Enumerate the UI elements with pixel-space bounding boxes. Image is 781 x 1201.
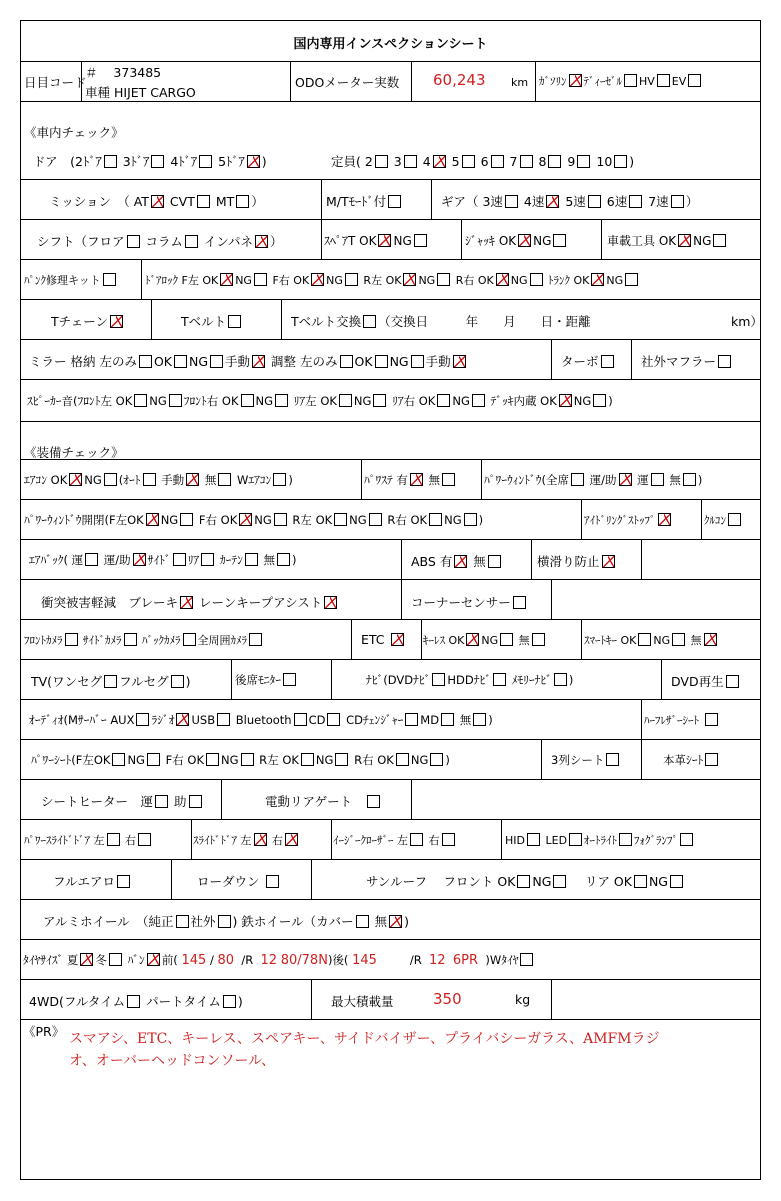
max-load-value: 350 [433, 990, 462, 1008]
seat-heater: シートヒーター 運 助 [41, 792, 204, 810]
pr-text-line1: スマアシ、ETC、キーレス、スペアキー、サイドバイザー、プライバシーガラス、AMFMラジ [69, 1031, 660, 1047]
divider [21, 101, 760, 102]
divider [21, 259, 760, 260]
keyless: ｷｰﾚｽ OK NG 無 [423, 632, 547, 648]
divider [21, 61, 760, 62]
divider [21, 1019, 760, 1020]
divider [21, 619, 760, 620]
odo-label: ODOメーター実数 [295, 75, 400, 90]
odo-unit: km [511, 76, 529, 89]
divider [21, 899, 760, 900]
lights-row: HID LED ｵｰﾄﾗｲﾄ ﾌｫｸﾞﾗﾝﾌﾟ [505, 832, 695, 848]
power-slide-door: ﾊﾟﾜｰｽﾗｲﾄﾞﾄﾞｱ 左 右 [24, 832, 153, 848]
puncture-kit: ﾊﾟﾝｸ修理キット [24, 272, 118, 288]
capacity-row: 定員( 2 3 4 5 6 7 8 9 10 ) [331, 154, 635, 169]
tv-row: TV(ワンセグ フルセグ ) [31, 674, 191, 689]
model-line: 車種 HIJET CARGO [85, 85, 196, 100]
full-aero: フルエアロ [53, 872, 132, 890]
diesel-checkbox[interactable] [624, 74, 637, 87]
mirror-row: ミラー 格納 左のみ OK NG 手動 調整 左のみ OK NG 手動 [29, 352, 468, 370]
divider [21, 739, 760, 740]
leather-seat: 本革ｼｰﾄ [663, 752, 720, 768]
divider [21, 179, 760, 180]
spare-row: ｽﾍﾟｱT OK NG [324, 232, 429, 249]
easy-closer: ｲｰｼﾞｰｸﾛｰｻﾞｰ 左 右 [333, 832, 457, 848]
mission-row: ミッション （ AT CVT MT ） [49, 194, 264, 209]
tbelt-km: km） [731, 314, 763, 329]
wheels-row: アルミホイール （純正 社外 ) 鉄ホイール（カバー 無 ) [43, 914, 410, 929]
divider [21, 379, 760, 380]
divider [21, 421, 760, 422]
odo-value: 60,243 [433, 71, 486, 89]
camera-row: ﾌﾛﾝﾄｶﾒﾗ ｻｲﾄﾞｶﾒﾗ ﾊﾞｯｸｶﾒﾗ 全周囲ｶﾒﾗ [24, 632, 264, 648]
hv-checkbox[interactable] [657, 74, 670, 87]
awd-row: 4WD(フルタイム パートタイム ) [29, 994, 243, 1009]
divider [21, 819, 760, 820]
divider [21, 859, 760, 860]
divider [21, 939, 760, 940]
power-gate: 電動リアゲート [265, 792, 382, 810]
tools-row: 車載工具 OK NG [607, 232, 728, 249]
lowdown: ローダウン [197, 872, 281, 890]
divider [21, 339, 760, 340]
divider [21, 299, 760, 300]
number-line: ＃ 373485 [85, 65, 162, 80]
power-steering: ﾊﾟﾜｽﾃ 有 無 [364, 472, 457, 488]
slide-door: ｽﾗｲﾄﾞﾄﾞｱ 左 右 [193, 832, 300, 848]
muffler: 社外マフラー [641, 352, 733, 370]
doorlock-row: ﾄﾞｱﾛｯｸ F左 OK NG F右 OK NG R左 OK NG R右 OK NG ﾄﾗﾝｸ OK NG [145, 272, 640, 288]
tchain: Tチェーン [51, 312, 125, 330]
divider [21, 779, 760, 780]
tbelt: Tベルト [181, 312, 243, 330]
max-load-unit: kg [515, 992, 531, 1007]
smartkey: ｽﾏｰﾄｷｰ OK NG 無 [584, 632, 719, 648]
aircon-row: ｴｱｺﾝ OK NG (ｵｰﾄ 手動 無 Wｴｱｺﾝ ) [24, 473, 293, 487]
airbag-row: ｴｱﾊﾞｯｸ( 運 運/助 ｻｲﾄﾞ ﾘｱ ｶｰﾃﾝ 無 ) [29, 553, 297, 567]
idle-stop: ｱｲﾄﾞﾘﾝｸﾞｽﾄｯﾌﾟ [584, 512, 673, 528]
pw-open-row: ﾊﾟﾜｰｳｨﾝﾄﾞｳ開閉(F左OK NG F右 OK NG R左 OK NG R右 OK NG ) [24, 513, 484, 527]
turbo: ターボ [561, 352, 616, 370]
ev-checkbox[interactable] [688, 74, 701, 87]
max-load-label: 最大積載量 [331, 994, 394, 1009]
skid-control: 横滑り防止 [537, 552, 617, 570]
divider [21, 979, 760, 980]
power-seat-row: ﾊﾟﾜｰｼｰﾄ(F左OK NG F右 OK NG R左 OK NG R右 OK NG ) [31, 753, 450, 767]
navi-row: ﾅﾋﾞ(DVDﾅﾋﾞ HDDﾅﾋﾞ ﾒﾓﾘｰﾅﾋﾞ ) [366, 673, 574, 687]
third-row: 3列シート [551, 752, 621, 768]
gasoline-checkbox[interactable] [569, 74, 582, 87]
corner-sensor: コーナーセンサー [411, 593, 528, 611]
divider [21, 579, 760, 580]
power-window: ﾊﾟﾜｰｳｨﾝﾄﾞｳ(全席 運/助 運 無 ) [484, 473, 703, 487]
tire-row: ﾀｲﾔｻｲｽﾞ 夏 冬 ﾊﾞﾝ 前( 145 / 80 /R 12 80/78N)後( 145 /R 12 6PR )Wﾀｲﾔ [23, 952, 535, 968]
fuel-options: ｶﾞｿﾘﾝ ﾃﾞｨｰｾﾞﾙ HV EV [539, 73, 703, 89]
jack-row: ｼﾞｬｯｷ OK NG [465, 232, 568, 249]
cruise: ｸﾙｺﾝ [704, 512, 743, 528]
divider [21, 539, 760, 540]
section-interior: 《車内チェック》 [24, 125, 124, 140]
pr-text-line2: オ、オーバーヘッドコンソール、 [69, 1053, 276, 1069]
divider [21, 499, 760, 500]
pr-label: 《PR》 [23, 1024, 65, 1039]
tbelt-change: Tベルト交換 （交換日 年 月 日・距離 [291, 314, 591, 329]
audio-row: ｵｰﾃﾞｨｵ(Mｻｰﾊﾞｰ AUX ﾗｼﾞｵ USB Bluetooth CD CDﾁｪﾝｼﾞｬｰ MD 無 ) [29, 713, 493, 727]
code-label: 日目コード [24, 75, 87, 90]
divider [21, 699, 760, 700]
door-row: ドア (2ﾄﾞｱ 3ﾄﾞｱ 4ﾄﾞｱ 5ﾄﾞｱ ) [33, 154, 267, 169]
section-equipment: 《装備チェック》 [24, 445, 124, 460]
sunroof: サンルーフ フロント OK NG リア OK NG [366, 872, 685, 890]
etc: ETC [361, 632, 406, 647]
shift-row: シフト（フロア コラム インパネ ） [37, 234, 283, 249]
gear-row: ギア（ 3速 4速 5速 6速 7速 ） [441, 194, 699, 209]
collision-brake: 衝突被害軽減 ブレーキ レーンキープアシスト [41, 593, 339, 611]
speaker-row: ｽﾋﾟｰｶｰ音(ﾌﾛﾝﾄ左 OK NG ﾌﾛﾝﾄ右 OK NG ﾘｱ左 OK NG ﾘｱ右 OK NG ﾃﾞｯｷ内蔵 OK NG ) [27, 394, 613, 408]
divider [21, 659, 760, 660]
rear-monitor: 後席ﾓﾆﾀｰ [235, 672, 298, 688]
page-title: 国内専用インスペクションシート [293, 37, 488, 52]
mt-mode: M/Tﾓｰﾄﾞ付 [326, 192, 403, 210]
divider [21, 219, 760, 220]
half-leather: ﾊｰﾌﾚｻﾞｰｼｰﾄ [644, 712, 720, 728]
abs: ABS 有 無 [411, 552, 503, 570]
dvd-play: DVD再生 [671, 672, 741, 690]
inspection-sheet [20, 20, 761, 1180]
